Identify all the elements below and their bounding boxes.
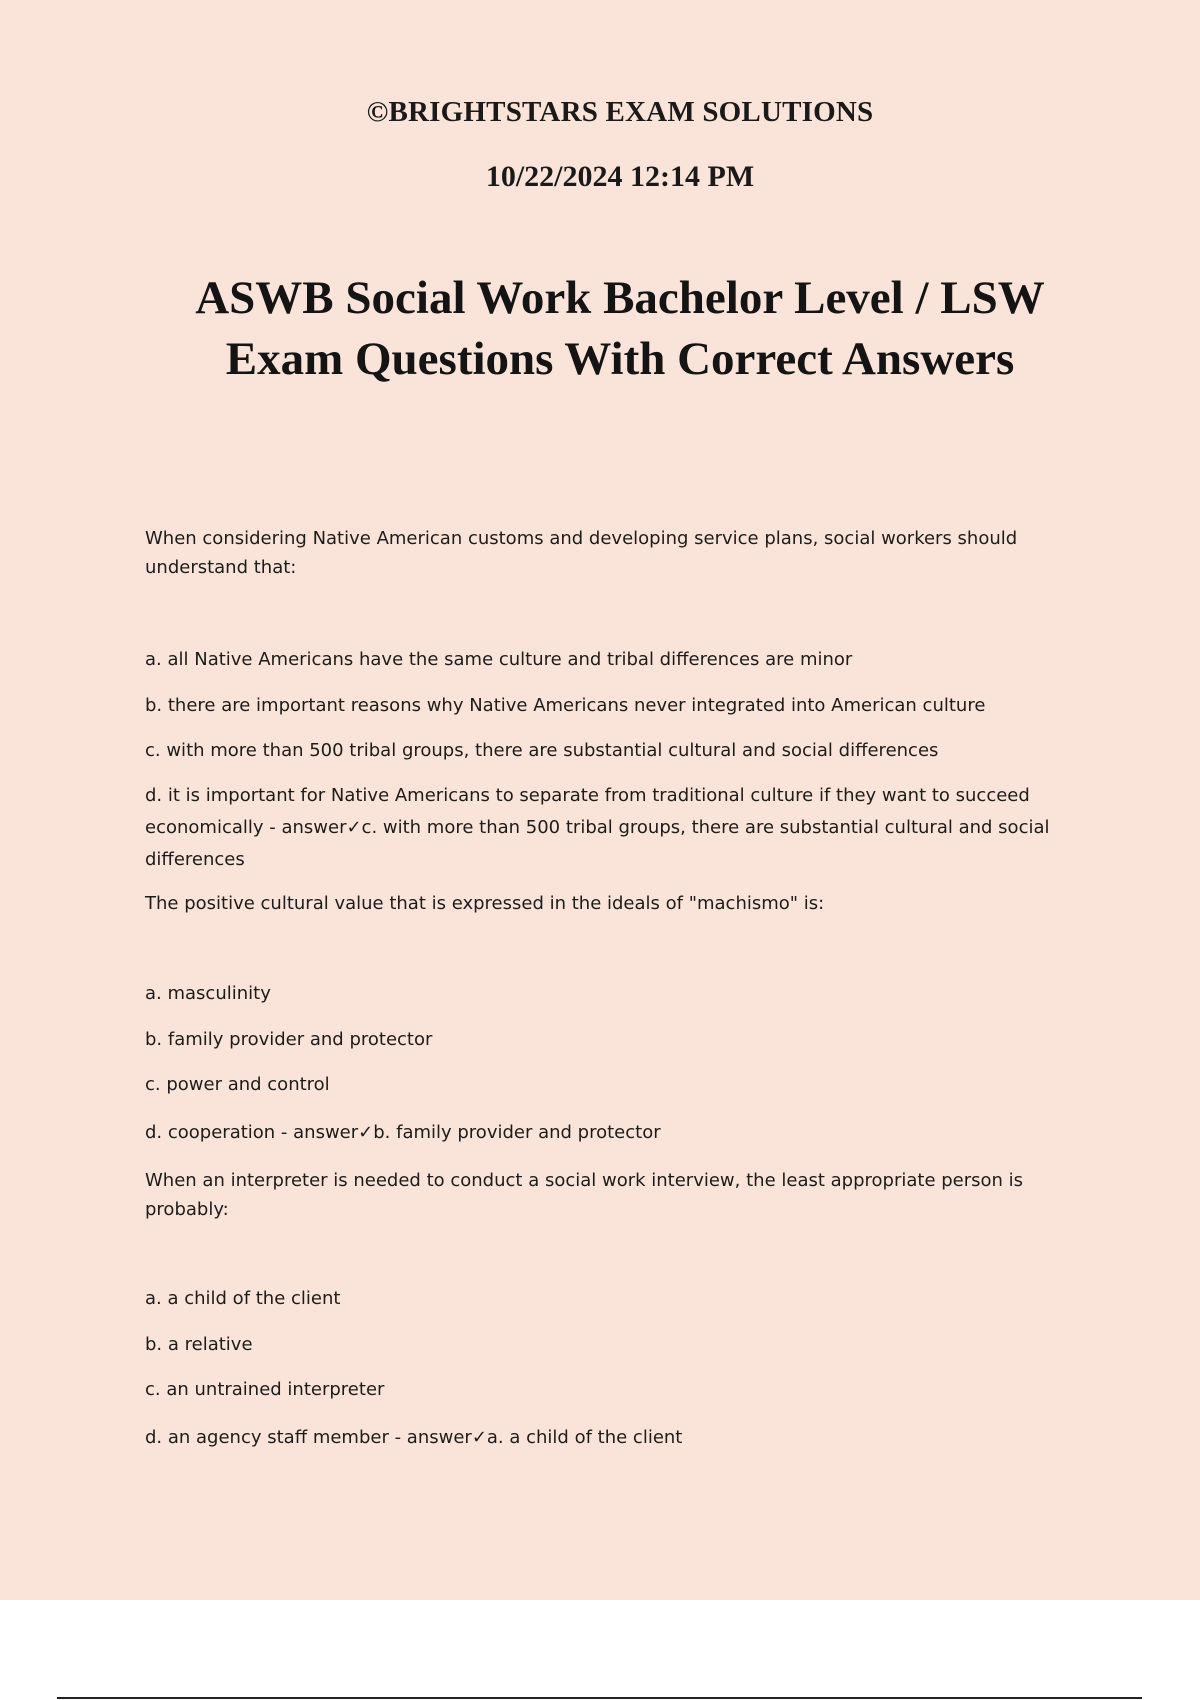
question-2-option-b: b. family provider and protector <box>145 1029 433 1050</box>
question-3-option-d-answer: d. an agency staff member - answer✓a. a child of the client <box>145 1427 683 1448</box>
title-line-1: ASWB Social Work Bachelor Level / LSW <box>195 272 1045 324</box>
question-2-option-c: c. power and control <box>145 1074 330 1095</box>
question-2-option-d-answer: d. cooperation - answer✓b. family provider and protector <box>145 1122 661 1143</box>
footer-divider <box>57 1697 1142 1699</box>
title-line-2: Exam Questions With Correct Answers <box>225 333 1015 385</box>
question-3-option-a: a. a child of the client <box>145 1288 341 1309</box>
brand-header: ©BRIGHTSTARS EXAM SOLUTIONS <box>366 96 874 128</box>
question-2-option-a: a. masculinity <box>145 983 271 1004</box>
document-datetime: 10/22/2024 12:14 PM <box>485 160 755 193</box>
question-3-option-c: c. an untrained interpreter <box>145 1379 385 1400</box>
question-1-option-b: b. there are important reasons why Native Americans never integrated into American culture <box>145 695 986 716</box>
question-2-prompt: The positive cultural value that is expressed in the ideals of "machismo" is: <box>145 893 825 914</box>
question-3-option-b: b. a relative <box>145 1334 253 1355</box>
question-1-option-d-answer: d. it is important for Native Americans to separate from traditional culture if they want to succeed economically - answer✓c. with more than 500 tribal groups, there are substantial cultural and social differences <box>145 785 1050 870</box>
document-title <box>0 268 1200 390</box>
question-3-prompt: When an interpreter is needed to conduct a social work interview, the least appropriate person is probably: <box>145 1170 1024 1220</box>
question-1-option-c: c. with more than 500 tribal groups, there are substantial cultural and social differences <box>145 740 939 761</box>
question-1-option-a: a. all Native Americans have the same culture and tribal differences are minor <box>145 649 853 670</box>
question-1-prompt: When considering Native American customs and developing service plans, social workers should understand that: <box>145 528 1018 578</box>
